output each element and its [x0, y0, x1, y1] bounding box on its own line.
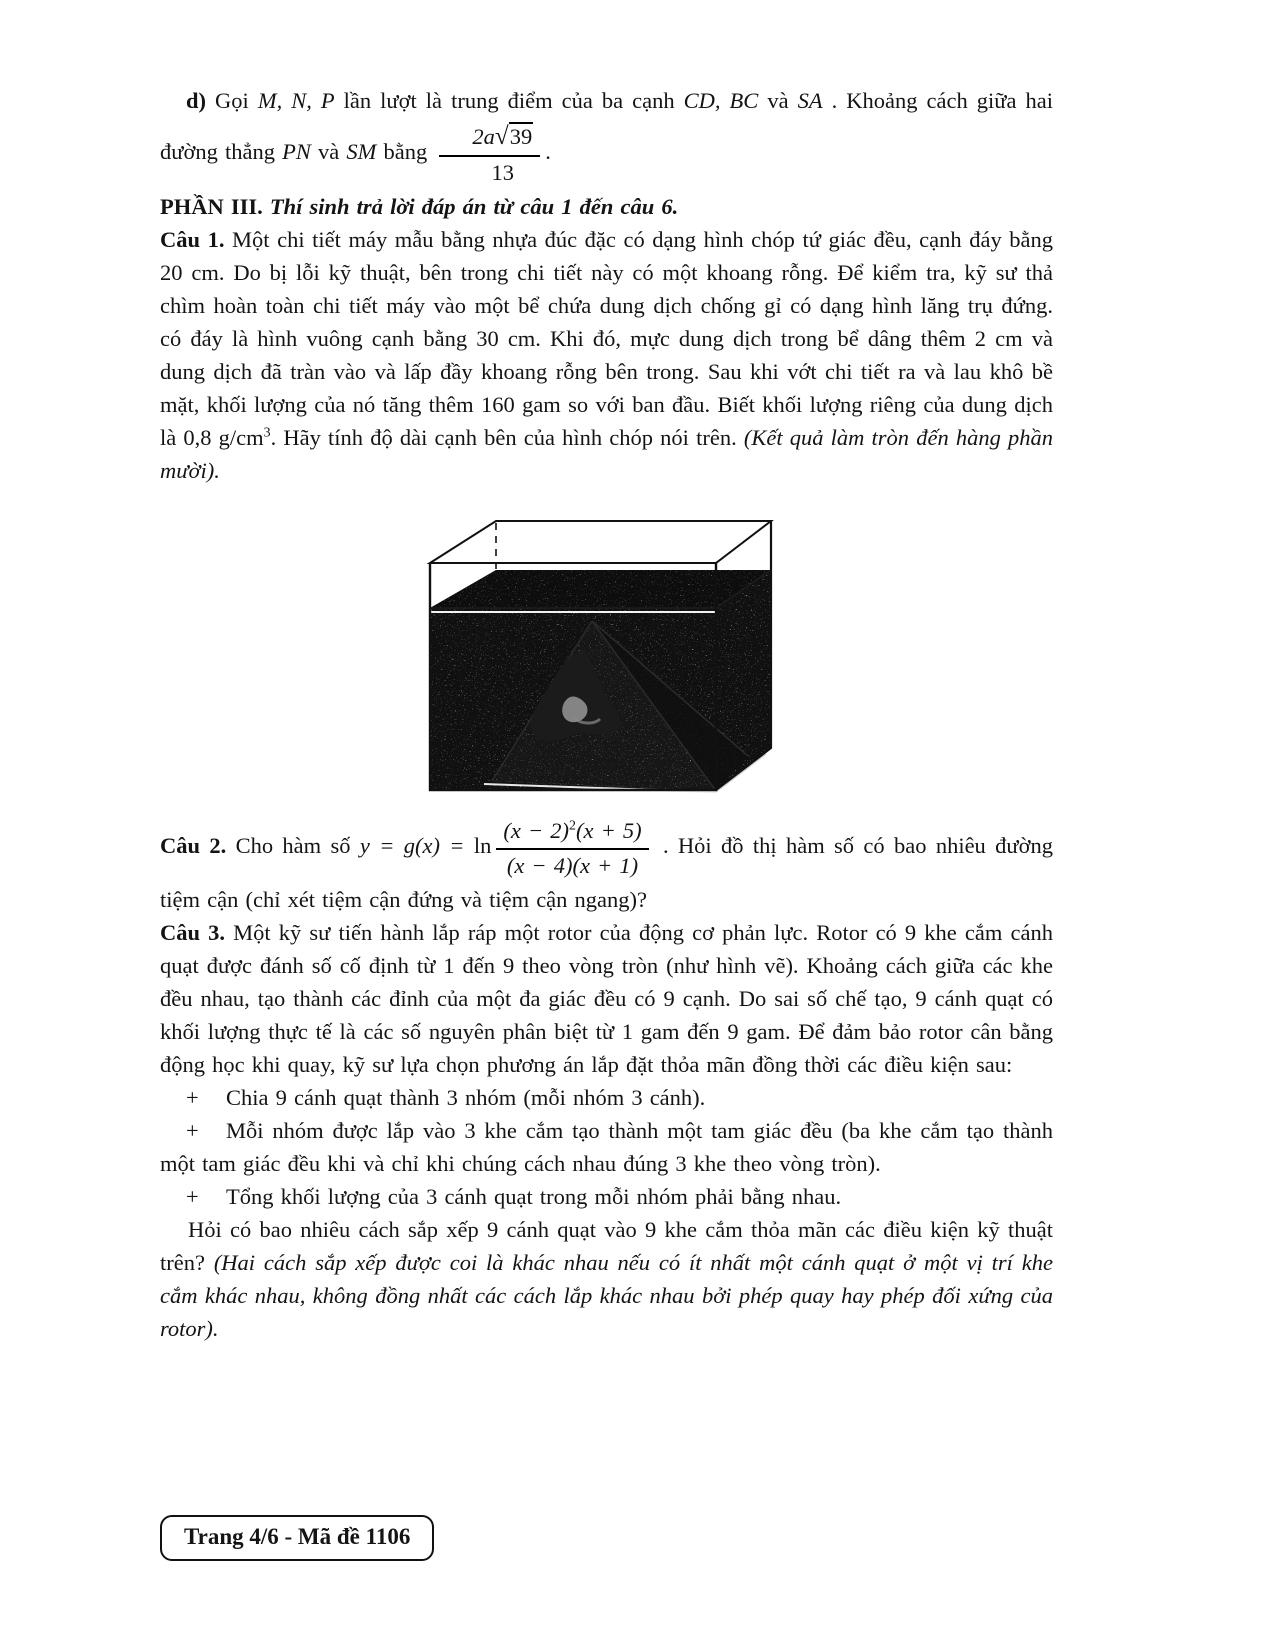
condition-item-1	[160, 1081, 1053, 1114]
page-footer-label: Trang 4/6 - Mã đề 1106	[184, 1524, 411, 1549]
text-column	[160, 84, 1053, 1345]
part-d-paragraph: d) Gọi M, N, P lần lượt là trung điểm của ba cạnh CD, BC và SA . Khoảng cách giữa hai đường thẳng PN và SM bằng $\frac{2a√39}{13}$ .	[160, 88, 1053, 185]
question-3-closing-paragraph: Hỏi có bao nhiêu cách sắp xếp 9 cánh quạt vào 9 khe cắm thỏa mãn các điều kiện kỹ thuật trên? (Hai cách sắp xếp được coi là khác nhau nếu có ít nhất một cánh quạt ở một vị trí khe cắm khác nhau, không đồng nhất các cách lắp khác nhau bởi phép quay hay phép đối xứng của rotor).	[160, 1217, 1053, 1342]
cau1-tank-figure	[414, 513, 799, 813]
section-3-heading: PHẦN III. Thí sinh trả lời đáp án từ câu 1 đến câu 6.	[160, 194, 679, 220]
question-2-paragraph: Câu 2. Cho hàm số y = g(x) = ln $\frac{(x - 2)^2(x + 5)}{(x - 4)(x + 1)}$ . Hỏi đồ thị hàm số có bao nhiêu đường tiệm cận (chỉ xét tiệm cận đứng và tiệm cận ngang)?	[160, 818, 1053, 913]
plus-marker: +	[186, 1184, 199, 1210]
condition-text: Mỗi nhóm được lắp vào 3 khe cắm tạo thành một tam giác đều (ba khe cắm tạo thành một tam giác đều khi và chỉ khi chúng cách nhau đúng 3 khe theo vòng tròn).	[160, 1118, 1053, 1177]
condition-text: Chia 9 cánh quạt thành 3 nhóm (mỗi nhóm 3 cánh).	[226, 1085, 706, 1111]
plus-marker: +	[186, 1118, 199, 1144]
page-footer-box	[160, 1515, 434, 1561]
tank-with-pyramid-illustration	[414, 513, 799, 813]
condition-item-2	[160, 1114, 1053, 1180]
condition-item-3	[160, 1180, 1053, 1213]
question-1-paragraph: Câu 1. Một chi tiết máy mẫu bằng nhựa đúc đặc có dạng hình chóp tứ giác đều, cạnh đáy bằng 20 cm. Do bị lỗi kỹ thuật, bên trong chi tiết này có một khoang rỗng. Để kiểm tra, kỹ sư thả chìm hoàn toàn chi tiết máy vào một bể chứa dung dịch chống gỉ có dạng hình lăng trụ đứng. có đáy là hình vuông cạnh bằng 30 cm. Khi đó, mực dung dịch trong bể dâng thêm 2 cm và dung dịch đã tràn vào và lấp đầy khoang rỗng bên trong. Sau khi vớt chi tiết ra và lau khô bề mặt, khối lượng của nó tăng thêm 160 gam so với ban đầu. Biết khối lượng riêng của dung dịch là 0,8 $g/cm^3$. Hãy tính độ dài cạnh bên của hình chóp nói trên. (Kết quả làm tròn đến hàng phần mười).	[160, 227, 1054, 484]
condition-text: Tổng khối lượng của 3 cánh quạt trong mỗi nhóm phải bằng nhau.	[226, 1184, 842, 1210]
plus-marker: +	[186, 1085, 199, 1111]
question-3-paragraph: Câu 3. Một kỹ sư tiến hành lắp ráp một rotor của động cơ phản lực. Rotor có 9 khe cắm cánh quạt được đánh số cố định từ 1 đến 9 theo vòng tròn (như hình vẽ). Khoảng cách giữa các khe đều nhau, tạo thành các đỉnh của một đa giác đều có 9 cạnh. Do sai số chế tạo, 9 cánh quạt có khối lượng thực tế là các số nguyên phân biệt từ 1 gam đến 9 gam. Để đảm bảo rotor cân bằng động học khi quay, kỹ sư lựa chọn phương án lắp đặt thỏa mãn đồng thời các điều kiện sau:	[160, 920, 1053, 1078]
